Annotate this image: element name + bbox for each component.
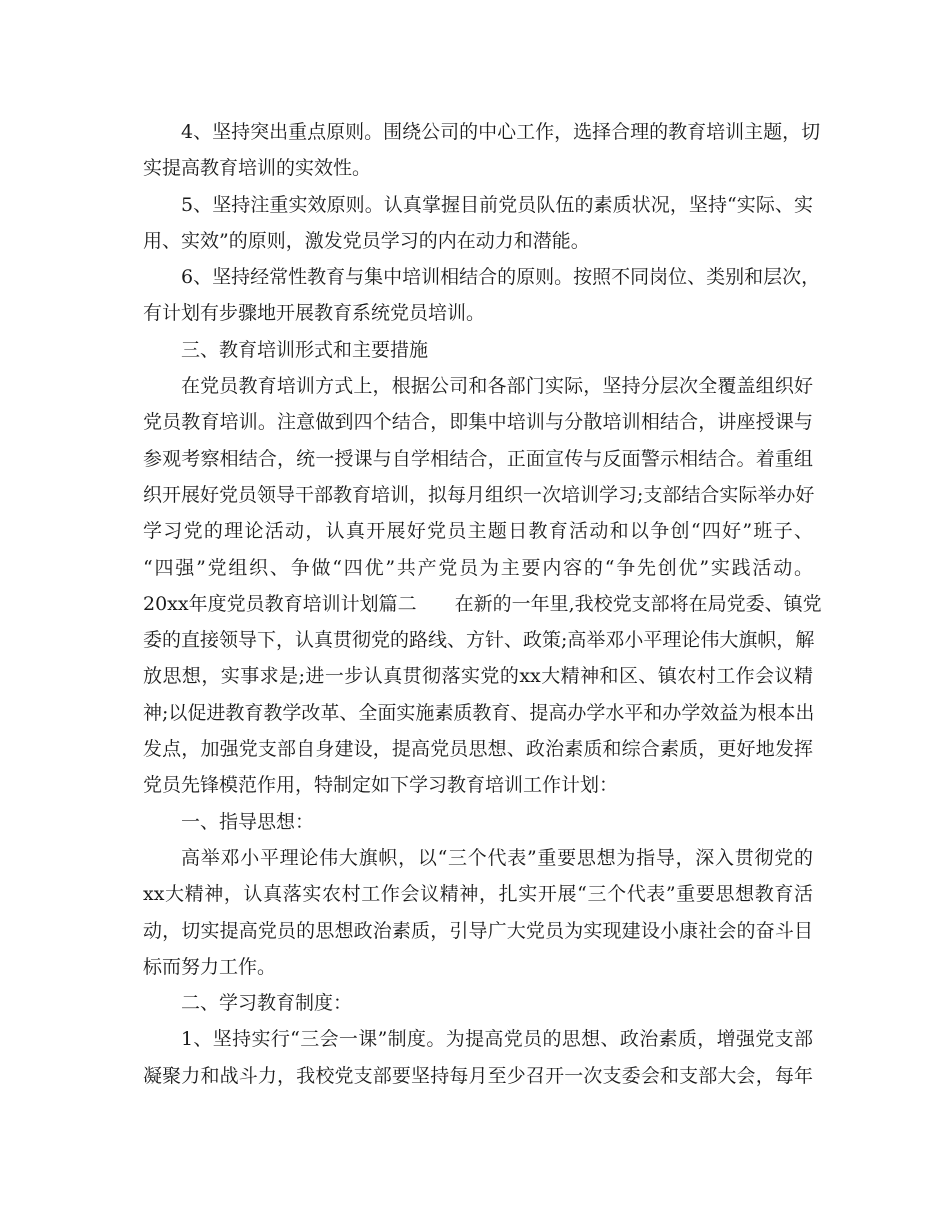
text-line: 织开展好党员领导干部教育培训，拟每月组织一次培训学习;支部结合实际举办好 xyxy=(143,483,815,506)
text-line: 神;以促进教育教学改革、全面实施素质教育、提高办学水平和办学效益为根本出 xyxy=(143,701,815,724)
text-line: 1、坚持实行“三会一课”制度。为提高党员的思想、政治素质，增强党支部 xyxy=(181,1028,813,1051)
text-line: 实提高教育培训的实效性。 xyxy=(143,157,372,180)
text-line: 三、教育培训形式和主要措施 xyxy=(181,338,429,361)
text-line: xx大精神，认真落实农村工作会议精神，扎实开展“三个代表”重要思想教育活 xyxy=(143,883,813,906)
text-line: 4、坚持突出重点原则。围绕公司的中心工作，选择合理的教育培训主题，切 xyxy=(181,121,821,143)
text-line: 高举邓小平理论伟大旗帜，以“三个代表”重要思想为指导，深入贯彻党的 xyxy=(181,846,813,869)
text-line: 动，切实提高党员的思想政治素质，引导广大党员为实现建设小康社会的奋斗目 xyxy=(143,919,813,942)
text-line: 党员教育培训。注意做到四个结合，即集中培训与分散培训相结合，讲座授课与 xyxy=(143,411,813,434)
text-line: 有计划有步骤地开展教育系统党员培训。 xyxy=(143,302,486,325)
text-line: 5、坚持注重实效原则。认真掌握目前党员队伍的素质状况，坚持“实际、实 xyxy=(181,193,813,216)
text-line: 参观考察相结合，统一授课与自学相结合，正面宣传与反面警示相结合。着重组 xyxy=(143,447,813,470)
text-line: 标而努力工作。 xyxy=(143,955,277,978)
text-line: 一、指导思想： xyxy=(181,810,315,833)
text-line: 在党员教育培训方式上，根据公司和各部门实际，坚持分层次全覆盖组织好 xyxy=(181,375,813,398)
text-line: 委的直接领导下，认真贯彻党的路线、方针、政策;高举邓小平理论伟大旗帜，解 xyxy=(143,629,815,652)
text-line: 用、实效”的原则，激发党员学习的内在动力和潜能。 xyxy=(143,229,590,252)
text-line: 凝聚力和战斗力，我校党支部要坚持每月至少召开一次支委会和支部大会，每年 xyxy=(143,1064,813,1087)
text-line: 放思想，实事求是;进一步认真贯彻落实党的xx大精神和区、镇农村工作会议精 xyxy=(143,665,813,688)
text-line: 6、坚持经常性教育与集中培训相结合的原则。按照不同岗位、类别和层次， xyxy=(181,266,821,289)
text-line: 二、学习教育制度： xyxy=(181,992,353,1015)
text-line: 党员先锋模范作用，特制定如下学习教育培训工作计划： xyxy=(143,774,619,797)
text-line: 20xx年度党员教育培训计划篇二 在新的一年里,我校党支部将在局党委、镇党 xyxy=(143,592,822,615)
text-line: 发点，加强党支部自身建设，提高党员思想、政治素质和综合素质，更好地发挥 xyxy=(143,738,813,761)
text-line: 学习党的理论活动，认真开展好党员主题日教育活动和以争创“四好”班子、 xyxy=(143,520,813,543)
document-body xyxy=(143,114,822,1094)
text-line: “四强”党组织、争做“四优”共产党员为主要内容的“争先创优”实践活动。 xyxy=(143,556,813,579)
